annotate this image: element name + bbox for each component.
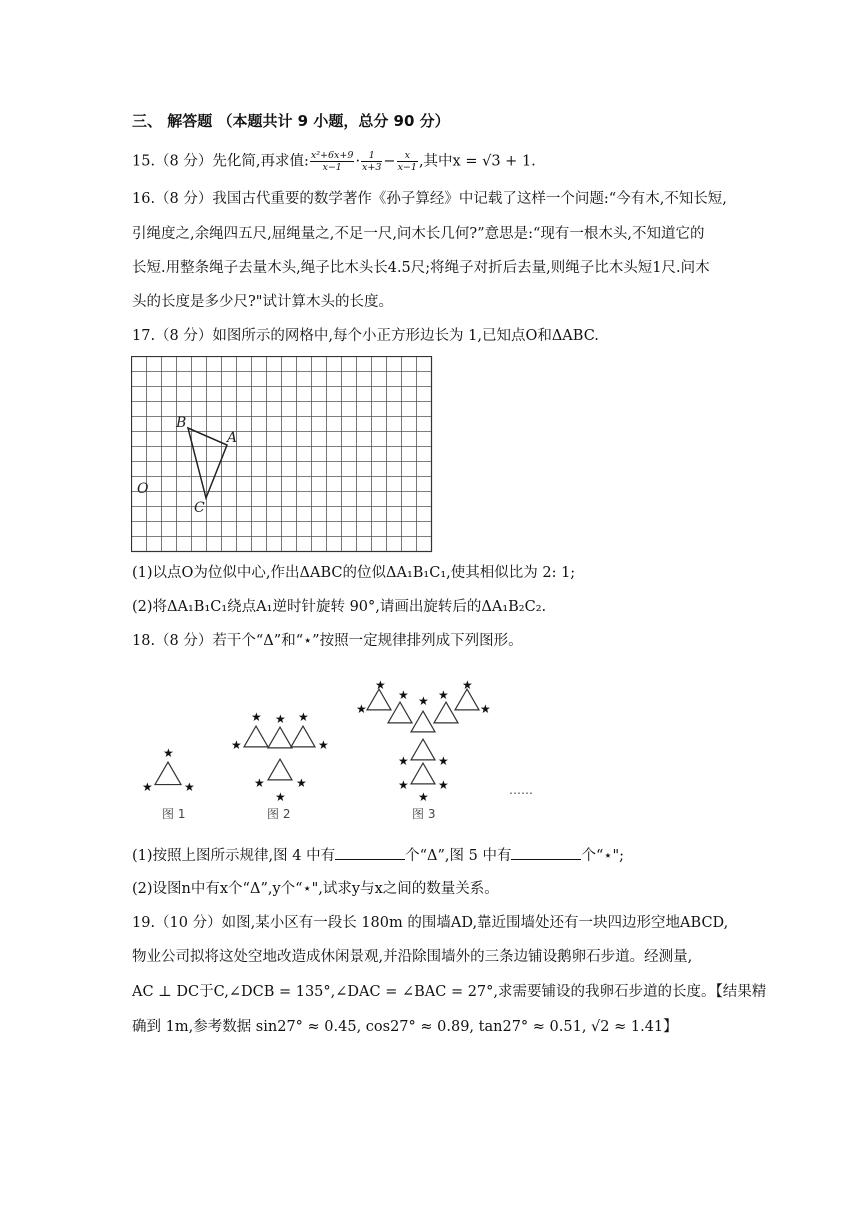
star-icon: ★ xyxy=(398,754,409,768)
star-icon: ★ xyxy=(318,738,329,752)
q19-line-4: 确到 1m,参考数据 sin27° ≈ 0.45, cos27° ≈ 0.89, tan27° ≈ 0.51, √2 ≈ 1.41】 xyxy=(132,1019,678,1035)
pattern-triangle xyxy=(455,689,479,710)
q18-part-2: (2)设图n中有x个“Δ”,y个“⋆",试求y与x之间的数量关系。 xyxy=(132,881,499,897)
star-icon: ★ xyxy=(275,790,286,804)
q17-stem: 17.（8 分）如图所示的网格中,每个小正方形边长为 1,已知点O和ΔABC. xyxy=(132,328,599,344)
star-icon: ★ xyxy=(142,780,153,794)
answer-blank-1[interactable] xyxy=(335,845,405,860)
pattern-triangle xyxy=(244,726,268,747)
q18-stem: 18.（8 分）若干个“Δ”和“⋆”按照一定规律排列成下列图形。 xyxy=(132,633,523,649)
q19-line-3: AC ⊥ DC于C,∠DCB = 135°,∠DAC = ∠BAC = 27°,求需要铺设的我卵石步道的长度。【结果精 xyxy=(132,984,767,1000)
star-icon: ★ xyxy=(356,702,367,716)
star-icon: ★ xyxy=(375,678,386,692)
pattern-triangle xyxy=(155,762,181,785)
label-A: A xyxy=(227,430,238,446)
q19-line-1: 19.（10 分）如图,某小区有一段长 180m 的围墙AD,靠近围墙处还有一块四边形空地ABCD, xyxy=(132,915,729,931)
pattern-triangle xyxy=(268,759,292,780)
q16-line-1: 16.（8 分）我国古代重要的数学著作《孙子算经》中记载了这样一个问题:“今有木,不知长短, xyxy=(132,191,727,207)
grid-lines xyxy=(131,356,431,551)
star-icon: ★ xyxy=(480,702,491,716)
q15-fraction-2: $\frac{1}{x+3}$ xyxy=(362,150,382,173)
ellipsis-label: …… xyxy=(509,783,533,797)
q18-pattern-figures xyxy=(135,672,555,828)
q16-line-4: 头的长度是多少尺?"试计算木头的长度。 xyxy=(132,294,393,310)
q15-suffix: ,其中x = √3 + 1. xyxy=(418,153,536,170)
pattern-triangle xyxy=(411,711,435,732)
pattern-triangle xyxy=(434,702,458,723)
q17-grid-figure xyxy=(131,356,434,553)
star-icon: ★ xyxy=(418,694,429,708)
star-icon: ★ xyxy=(163,746,174,760)
label-B: B xyxy=(176,415,187,431)
pattern-triangle xyxy=(411,739,435,760)
star-icon: ★ xyxy=(296,776,307,790)
star-icon: ★ xyxy=(298,710,309,724)
q18-part-1: (1)按照上图所示规律,图 4 中有 个“Δ”,图 5 中有 个“⋆"; xyxy=(132,845,624,866)
pattern-triangle xyxy=(268,727,292,748)
star-icon: ★ xyxy=(231,738,242,752)
star-icon: ★ xyxy=(438,754,449,768)
star-icon: ★ xyxy=(398,688,409,702)
star-icon: ★ xyxy=(438,688,449,702)
star-icon: ★ xyxy=(254,776,265,790)
question-15: 15.（8 分）先化简,再求值: $\frac{\text{x²+6x+9}}{x-1}$ · $\frac{1}{x+3}$ − $\frac{x}{x-1}$ ,其中x = √3 + 1. xyxy=(132,150,536,173)
pattern-triangle xyxy=(411,763,435,784)
q16-line-3: 长短.用整条绳子去量木头,绳子比木头长4.5尺;将绳子对折后去量,则绳子比木头短1尺.问木 xyxy=(132,260,710,276)
star-icon: ★ xyxy=(184,780,195,794)
fig-2-label: 图 2 xyxy=(267,807,291,821)
fig-3-label: 图 3 xyxy=(412,807,436,821)
label-C: C xyxy=(194,500,205,516)
q15-fraction-3: $\frac{x}{x-1}$ xyxy=(397,150,417,173)
section-heading: 三、 解答题 （本题共计 9 小题，总分 90 分） xyxy=(132,112,450,130)
star-icon: ★ xyxy=(462,678,473,692)
star-icon: ★ xyxy=(251,710,262,724)
q17-part-1: (1)以点O为位似中心,作出ΔABC的位似ΔA₁B₁C₁,使其相似比为 2: 1; xyxy=(132,565,576,581)
star-icon: ★ xyxy=(438,778,449,792)
star-icon: ★ xyxy=(398,778,409,792)
pattern-triangle xyxy=(388,702,412,723)
q15-fraction-1: $\frac{\text{x²+6x+9}}{x-1}$ xyxy=(310,150,354,173)
pattern-triangle xyxy=(291,726,315,747)
fig-1-label: 图 1 xyxy=(162,807,186,821)
answer-blank-2[interactable] xyxy=(511,845,581,860)
q16-line-2: 引绳度之,余绳四五尺,屈绳量之,不足一尺,问木长几何?”意思是:“现有一根木头,不知道它的 xyxy=(132,226,705,242)
q19-line-2: 物业公司拟将这处空地改造成休闲景观,并沿除围墙外的三条边铺设鹅卵石步道。经测量, xyxy=(132,949,693,965)
label-O: O xyxy=(137,481,149,497)
q15-prefix: 15.（8 分）先化简,再求值: xyxy=(132,153,309,170)
pattern-triangle xyxy=(367,689,391,710)
star-icon: ★ xyxy=(275,712,286,726)
star-icon: ★ xyxy=(418,790,429,804)
q17-part-2: (2)将ΔA₁B₁C₁绕点A₁逆时针旋转 90°,请画出旋转后的ΔA₁B₂C₂. xyxy=(132,599,547,615)
